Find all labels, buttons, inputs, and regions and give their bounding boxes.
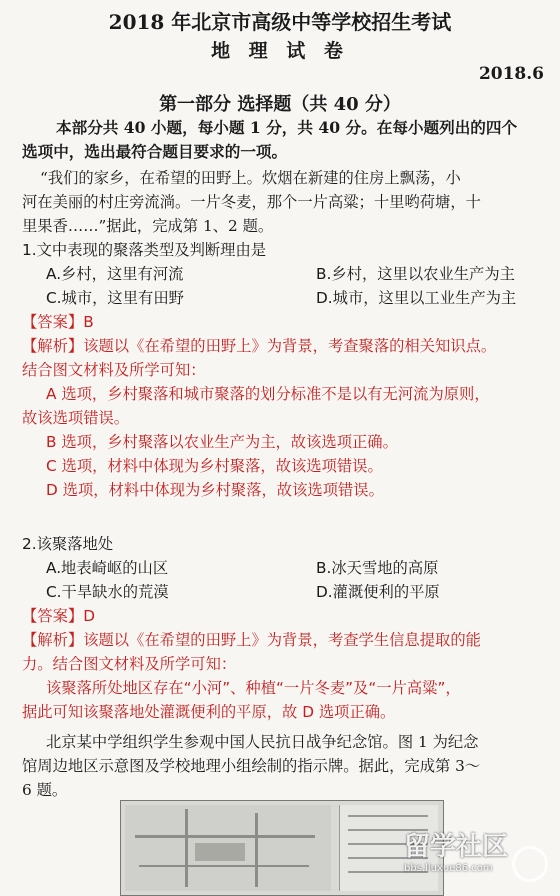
figure-1-map-image [120,800,444,896]
exam-date: 2018.6 [478,64,544,84]
area-map [125,805,331,891]
q2-option-d: D.灌溉便利的平原 [316,583,440,601]
q2-answer: 【答案】D [22,607,95,625]
intro2-line-3: 6 题。 [22,781,68,799]
instructions-line-2: 选项中，选出最符合题目要求的一项。 [22,142,288,161]
section-title: 第一部分 选择题（共 40 分） [159,94,401,115]
watermark-url: bbs.liuxue86.com [404,863,493,874]
q1-analysis-line-4: 故该选项错误。 [22,409,130,427]
exam-title: 2018 年北京市高级中等学校招生考试 [108,10,452,34]
q1-analysis-line-2: 结合图文材料及所学可知： [22,361,206,379]
q1-analysis-line-5: B 选项，乡村聚落以农业生产为主，故该选项正确。 [46,433,398,451]
q2-option-a: A.地表崎岖的山区 [46,559,169,577]
q1-option-b: B.乡村，这里以农业生产为主 [316,265,515,283]
passage-line-3: 里果香……”据此，完成第 1、2 题。 [22,217,274,235]
q1-analysis-line-1: 【解析】该题以《在希望的田野上》为背景，考查聚落的相关知识点。 [22,337,497,355]
q2-analysis-line-3: 该聚落所处地区存在“小河”、种植“一片冬麦”及“一片高粱”， [46,679,461,697]
q1-option-c: C.城市，这里有田野 [46,289,184,307]
q1-stem: 1.文中表现的聚落类型及判断理由是 [22,241,267,259]
exam-subtitle: 地 理 试 卷 [211,40,349,62]
q2-analysis-line-1: 【解析】该题以《在希望的田野上》为背景，考查学生信息提取的能 [22,631,481,649]
map-block [195,843,245,861]
site-watermark [404,826,554,892]
watermark-circle-icon [512,846,548,882]
q1-analysis-line-7: D 选项，材料中体现为乡村聚落，故该选项错误。 [46,481,384,499]
passage-line-2: 河在美丽的村庄旁流淌。一片冬麦，那个一片高粱；十里哟荷塘，十 [22,193,481,211]
q2-stem: 2.该聚落地处 [22,535,114,553]
q1-option-d: D.城市，这里以工业生产为主 [316,289,517,307]
q2-analysis-line-4: 据此可知该聚落地处灌溉便利的平原，故 D 选项正确。 [22,703,396,721]
q2-analysis-line-2: 力。结合图文材料及所学可知： [22,655,237,673]
instructions-line-1: 本部分共 40 小题，每小题 1 分，共 40 分。在每小题列出的四个 [56,118,518,137]
map-road [135,835,315,838]
q1-answer: 【答案】B [22,313,94,331]
map-road [255,813,258,887]
map-road [139,865,309,867]
q1-option-a: A.乡村，这里有河流 [46,265,184,283]
intro2-line-1: 北京某中学组织学生参观中国人民抗日战争纪念馆。图 1 为纪念 [46,733,479,751]
watermark-logo: 留学社区 [404,832,509,862]
passage-line-1: “我们的家乡，在希望的田野上。炊烟在新建的住房上飘荡，小 [40,169,461,187]
q1-analysis-line-6: C 选项，材料中体现为乡村聚落，故该选项错误。 [46,457,383,475]
q1-analysis-line-3: A 选项，乡村聚落和城市聚落的划分标准不是以有无河流为原则， [46,385,490,403]
intro2-line-2: 馆周边地区示意图及学校地理小组绘制的指示牌。据此，完成第 3～ [22,757,481,775]
map-road [185,809,188,887]
q2-option-b: B.冰天雪地的高原 [316,559,439,577]
q2-option-c: C.干旱缺水的荒漠 [46,583,169,601]
